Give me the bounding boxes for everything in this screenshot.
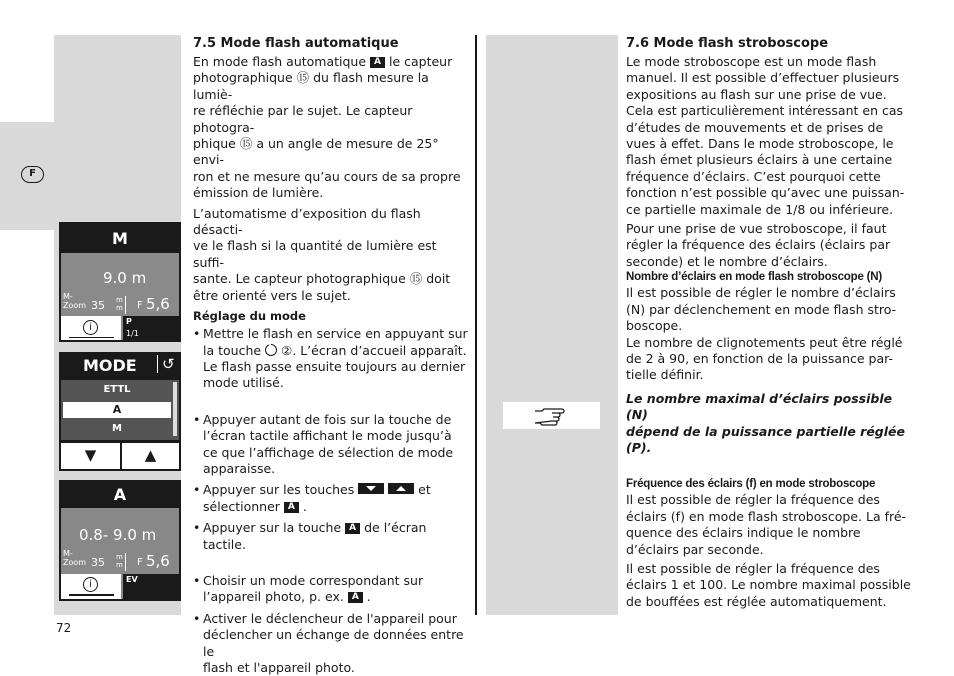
subtitle-flash-frequency: Fréquence des éclairs (f) en mode stroboscope <box>626 478 876 491</box>
arrow-down-key-icon <box>358 483 384 494</box>
info-icon[interactable]: i <box>83 577 98 592</box>
mode-a-badge: A <box>370 57 385 68</box>
info-icon[interactable]: i <box>83 320 98 335</box>
language-badge: F <box>21 166 44 183</box>
aperture-value: 5,6 <box>146 552 170 570</box>
back-icon[interactable]: ↺ <box>157 355 175 373</box>
section-title-strobe: 7.6 Mode flash stroboscope <box>626 36 829 51</box>
paragraph-flash-count: Il est possible de régler le nombre d’éclairs (N) par déclenchement en mode flash stro- boscope. Le nombre de clignotements peut être réglé de 2 à 90, en fonction de la puissance par- tielle définir. <box>626 285 903 383</box>
paragraph-frequency: Il est possible de régler la fréquence des éclairs (f) en mode flash stroboscope. La fré- quence des éclairs indique le nombre d’éclairs par seconde. <box>626 492 907 557</box>
subtitle-flash-count: Nombre d’éclairs en mode flash stroboscope (N) <box>626 271 882 284</box>
right-column <box>626 36 916 610</box>
distance-range-readout: 0.8- 9.0 m <box>79 526 157 544</box>
mode-a-badge: A <box>284 502 299 513</box>
step-select-a: • Appuyer sur les touches et sélectionner A . <box>193 482 471 515</box>
paragraph-strobe-intro: Le mode stroboscope est un mode flash manuel. Il est possible d’effectuer plusieurs expositions au flash sur une prise de vue. Cela est particulièrement intéressant en cas d’études de mouvements et de prises de vues à effet. Dans le mode stroboscope, le flash émet plusieurs éclairs à une certaine fréquence d’éclairs. C’est pourquoi cette fonction n’est possible qu’avec une puissan- ce partielle maximale de 1/8 ou inférieure. <box>626 54 905 217</box>
screen-title-bar: A <box>61 482 179 508</box>
scroll-down-button[interactable]: ▼ <box>84 446 97 464</box>
note-max-flashes: Le nombre maximal d’éclairs possible (N) dépend de la puissance partielle réglée (P). <box>626 390 905 455</box>
power-icon <box>265 344 277 356</box>
mode-option-ettl[interactable]: ETTL <box>103 384 131 395</box>
ev-label: EV <box>126 575 138 584</box>
zoom-value: 35 <box>91 299 105 312</box>
step-power-on: • Mettre le flash en service en appuyant sur la touche ②. L’écran d’accueil apparaît. Le flash passe ensuite toujours au dernier mode utilisé. <box>193 326 471 392</box>
section-title-auto: 7.5 Mode flash automatique <box>193 36 399 51</box>
right-margin-strip <box>486 35 618 615</box>
zoom-value: 35 <box>91 556 105 569</box>
arrow-up-key-icon <box>388 483 414 494</box>
mode-scrollbar[interactable] <box>173 382 177 436</box>
mode-title: MODE <box>83 356 137 375</box>
step-shutter: • Activer le déclencheur de l'appareil pour déclencher un échange de données entre le flash et l'appareil photo. <box>193 611 471 676</box>
column-divider <box>475 35 477 615</box>
power-label: P <box>126 317 132 326</box>
paragraph-auto-intro: En mode flash automatique A le capteur photographique ⑮ du flash mesure la lumiè- re réfléchie par le sujet. Le capteur photogra- phique ⑮ a un angle de mesure de 25° envi- ron et ne mesure qu’au cours de sa propre émission de lumière. <box>193 54 461 201</box>
page-number: 72 <box>56 621 72 635</box>
paragraph-auto-cutoff: L’automatisme d’exposition du flash désacti- ve le flash si la quantité de lumière est suffi- sante. Le capteur photographique ⑮ doit être orienté vers le sujet. <box>193 205 451 303</box>
mode-a-badge: A <box>348 592 363 603</box>
scroll-up-button[interactable]: ▲ <box>144 446 157 464</box>
mode-option-m[interactable]: M <box>112 423 122 434</box>
screen-title-bar: M <box>61 224 179 253</box>
step-confirm-a: • Appuyer sur la touche A de l’écran tactile. <box>193 520 471 553</box>
subtitle-mode-setting: Réglage du mode <box>193 309 306 324</box>
flash-screen-auto: A 0.8- 9.0 m M- Zoom 35 m m F 5,6 i EV <box>59 480 181 601</box>
note-icon-box <box>503 402 600 429</box>
left-column <box>193 36 471 676</box>
flash-screen-manual: M 9.0 m M- Zoom 35 m m F 5,6 i P 1/1 <box>59 222 181 342</box>
power-ratio: 1/1 <box>126 329 139 338</box>
aperture-value: 5,6 <box>146 295 170 313</box>
mode-a-badge: A <box>345 523 360 534</box>
step-open-mode: • Appuyer autant de fois sur la touche de l’écran tactile affichant le mode jusqu’à ce que l’affichage de sélection de mode apparaisse. <box>193 412 471 478</box>
step-camera-mode: • Choisir un mode correspondant sur l’appareil photo, p. ex. A . <box>193 573 471 606</box>
paragraph-frequency-range: Il est possible de régler la fréquence des éclairs 1 et 100. Le nombre maximal possible de bouffées est réglée automatiquement. <box>626 560 911 609</box>
pointing-hand-icon <box>532 405 572 427</box>
paragraph-strobe-setup: Pour une prise de vue stroboscope, il faut régler la fréquence des éclairs (éclairs par seconde) et le nombre d’éclairs. <box>626 221 891 269</box>
flash-screen-mode-select <box>59 352 181 471</box>
distance-readout: 9.0 m <box>103 269 147 287</box>
mode-option-a[interactable]: A <box>63 402 171 418</box>
